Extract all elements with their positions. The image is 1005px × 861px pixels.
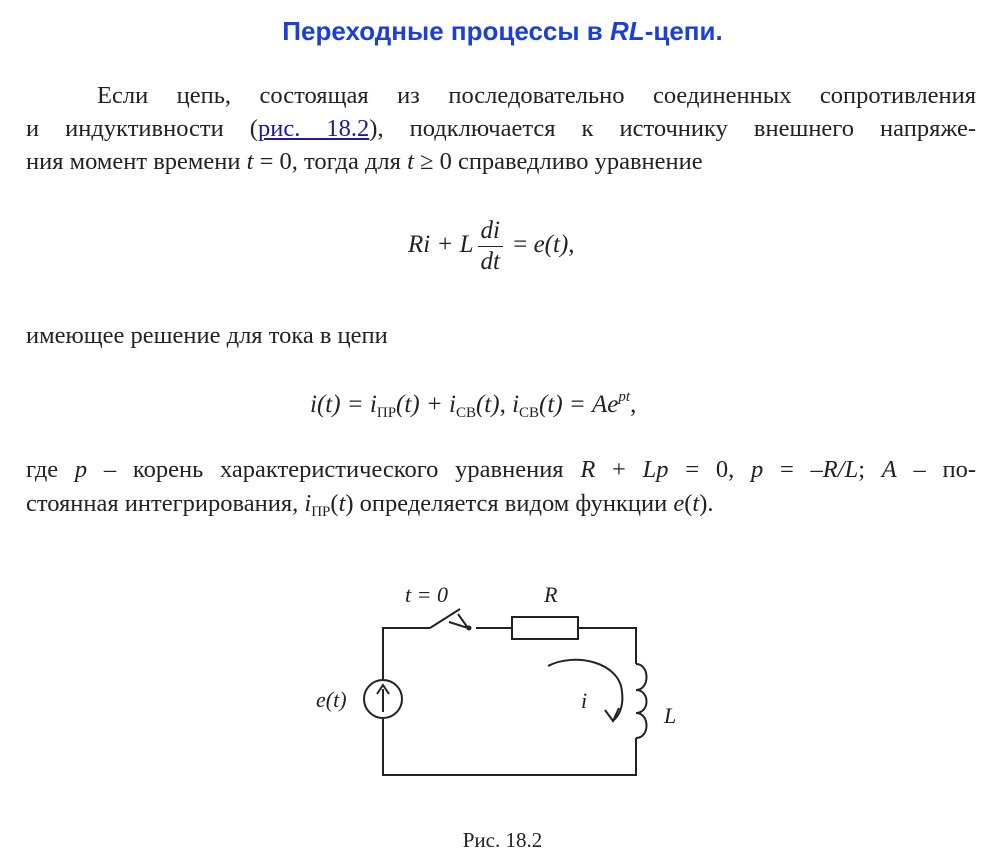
resistor-label: R <box>544 582 558 607</box>
wire-bottom <box>383 719 636 775</box>
switch-arrow <box>449 614 468 628</box>
wire-right-top <box>578 628 636 664</box>
current-arrow-head <box>605 708 619 721</box>
page-title: Переходные процессы в RL-цепи. <box>282 16 723 46</box>
wire-left-top <box>383 628 430 679</box>
switch-label: t = 0 <box>405 582 448 607</box>
text-solution-intro: имеющее решение для тока в цепи <box>26 322 388 349</box>
paragraph1-line2: и индуктивности (рис. 18.2), подключается к источнику внешнего напряже- <box>26 115 976 142</box>
switch-blade <box>430 609 460 628</box>
paragraph3-line1: где p – корень характеристического уравнения R + Lp = 0, p = –R/L; A – по- <box>26 456 977 483</box>
resistor <box>512 617 578 639</box>
inductor-label: L <box>664 703 677 728</box>
paragraph1-line3: ния момент времени t = 0, тогда для t ≥ 0 справедливо уравнение <box>26 148 703 175</box>
paragraph1-line1: Если цепь, состоящая из последовательно соединенных сопротивления <box>97 82 976 109</box>
current-label: i <box>581 688 588 713</box>
figure-link[interactable]: рис. 18.2 <box>257 115 370 142</box>
paragraph3-line2: стоянная интегрирования, $i_{ПР}(t)$ определяется видом функции e(t). <box>26 490 714 520</box>
equation-1: Ri + L $\frac{di}{dt}$ = e(t), <box>408 217 575 275</box>
source-label: e(t) <box>316 687 347 712</box>
figure-caption: Рис. 18.2 <box>462 828 543 852</box>
equation-2: $i(t) = i_{ПР}(t) + i_{СВ}(t)$, $i_{СВ}(t) = Ae^{pt}$, <box>310 389 637 421</box>
fraction-di-dt: $\frac{di}{dt}$ <box>478 216 503 277</box>
inductor-coil <box>636 664 647 738</box>
